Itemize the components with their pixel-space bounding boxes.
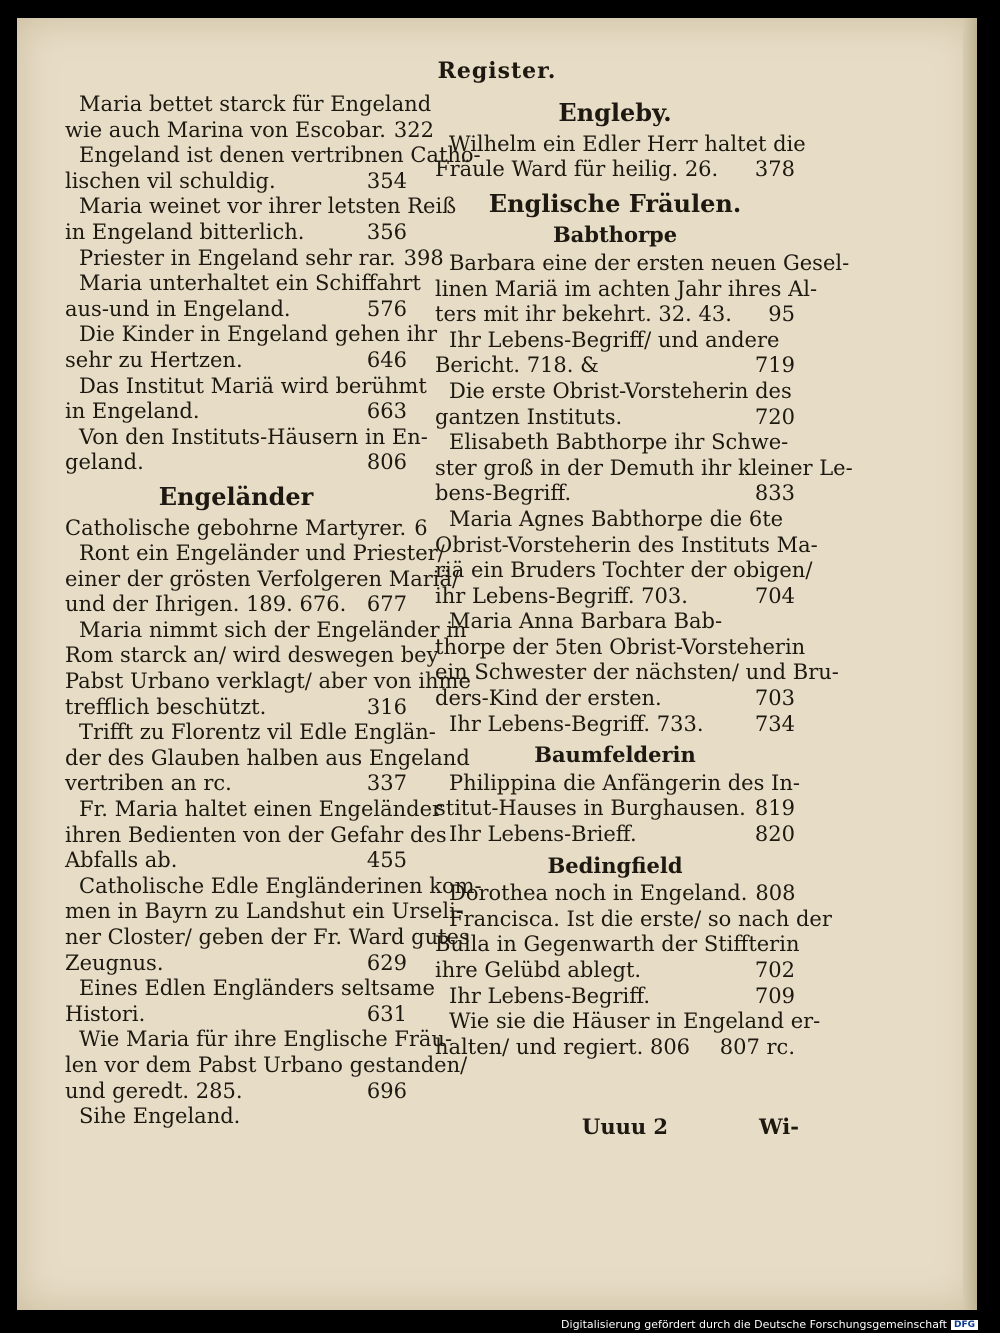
index-entry-line [435, 455, 853, 482]
entry-text: Maria bettet starck für Engeland [79, 92, 432, 116]
page-reference: 709 [754, 983, 795, 1008]
entry-text: Maria Anna Barbara Bab- [449, 609, 723, 634]
page-reference: 704 [754, 583, 795, 608]
page-reference [853, 456, 861, 482]
entry-text: Sihe Engeland. [79, 1104, 241, 1129]
index-entry-line [435, 932, 800, 958]
entry-text: Dorothea noch in Engeland. [449, 881, 748, 906]
index-entry-line [435, 770, 800, 797]
index-entry-line [435, 609, 795, 635]
entry-text: ihr Lebens-Begriff. 703. [435, 583, 688, 608]
page-reference [787, 328, 795, 354]
index-entry-line [65, 899, 463, 925]
page-reference: 337 [366, 771, 407, 796]
page-reference: 719 [754, 353, 795, 378]
page-reference: 702 [754, 958, 795, 982]
index-entry-line [435, 353, 795, 379]
subheading-baumfelderin: Baumfelderin [534, 742, 696, 768]
index-entry-line [435, 984, 795, 1010]
index-entry-line [65, 297, 407, 323]
left-column [65, 92, 482, 1130]
index-entry-line [65, 271, 421, 297]
index-entry-line [65, 1104, 407, 1130]
page-reference: 629 [366, 950, 407, 975]
index-entry-line [65, 245, 444, 272]
index-entry-line [435, 430, 795, 456]
page-reference: 322 [393, 117, 434, 142]
page-reference: 95 [768, 302, 795, 327]
index-entry-line [65, 1079, 407, 1105]
entry-text: vertriben an rc. [65, 771, 232, 796]
entry-text: Wie Maria für ihre Englische Fräu- [79, 1027, 453, 1052]
right-column [435, 92, 853, 1060]
page-reference: 455 [366, 848, 407, 873]
entry-text: wie auch Marina von Escobar. [65, 117, 386, 142]
index-entry-line [65, 925, 470, 951]
entry-text: Bericht. 718. & [435, 353, 599, 378]
entry-text: Maria weinet vor ihrer letsten Reiß [79, 194, 457, 219]
entry-text: aus-und in Engeland. [65, 296, 291, 321]
right-entries-1 [435, 131, 806, 183]
entry-text: Die erste Obrist-Vorsteherin des [449, 378, 792, 403]
page-reference [399, 1104, 407, 1130]
entry-text: Barbara eine der ersten neuen Gesel- [449, 250, 850, 275]
subheading-babthorpe: Babthorpe [552, 222, 678, 248]
page-reference [788, 430, 796, 456]
index-entry-line [435, 302, 795, 328]
page-reference [817, 277, 825, 303]
index-entry-line [65, 669, 471, 695]
index-entry-line [435, 660, 839, 686]
entry-text: Maria Agnes Babthorpe die 6te [449, 506, 784, 531]
index-entry-line [435, 1035, 795, 1061]
entry-text: Fräule Ward für heilig. 26. [435, 157, 719, 182]
entry-text: Catholische Edle Engländerinen kom- [79, 873, 482, 898]
index-entry-line [435, 250, 850, 277]
page-reference: 720 [754, 404, 795, 429]
dfg-logo: DFG [951, 1320, 978, 1330]
page-reference: 819 [754, 796, 795, 821]
page-reference [427, 374, 435, 400]
entry-text: der des Glauben halben aus Engeland [65, 745, 470, 770]
entry-text: Philippina die Anfängerin des In- [449, 770, 800, 795]
index-entry-line [435, 958, 795, 984]
entry-text: len vor dem Pabst Urbano gestanden/ [65, 1052, 468, 1077]
entry-text: ders-Kind der ersten. [435, 686, 662, 711]
index-entry-line [65, 92, 432, 118]
index-entry-line [65, 515, 428, 542]
page-reference: 820 [754, 822, 795, 847]
entry-text: ner Closter/ geben der Fr. Ward gutes [65, 925, 470, 949]
page-spine-edge [963, 18, 977, 1310]
entry-text: Trifft zu Florentz vil Edle Englän- [79, 720, 436, 745]
entry-text: Maria nimmt sich der Engeländer in [79, 617, 467, 642]
entry-text: Priester in Engeland sehr rar. [79, 245, 396, 270]
entry-text: Abfalls ab. [65, 848, 178, 873]
entry-text: einer der grösten Verfolgeren Mariä/ [65, 566, 460, 591]
entry-text: in Engeland. [65, 399, 200, 424]
page-reference: 808 [755, 881, 796, 906]
index-entry-line [65, 399, 407, 425]
entry-text: men in Bayrn zu Landshut ein Urseli- [65, 899, 463, 924]
page-reference: 696 [366, 1078, 407, 1103]
index-entry-line [65, 592, 407, 618]
index-entry-line [435, 379, 795, 405]
entry-text: Pabst Urbano verklagt/ aber von ihme [65, 669, 471, 694]
index-entry-line [435, 584, 795, 610]
entry-text: Das Institut Mariä wird berühmt [79, 373, 427, 398]
entry-text: ters mit ihr bekehrt. 32. 43. [435, 302, 732, 327]
page-reference [792, 379, 800, 405]
index-entry-line [65, 848, 407, 874]
entry-text: und geredt. 285. [65, 1078, 243, 1103]
index-entry-line [65, 745, 470, 772]
page-reference [805, 635, 813, 661]
page-reference [787, 507, 795, 533]
page-reference: 6 [414, 515, 428, 540]
entry-text: lischen vil schuldig. [65, 168, 276, 193]
page-reference: 646 [366, 347, 407, 372]
right-entries-3 [435, 770, 800, 848]
index-entry-line [65, 643, 439, 669]
page-reference [787, 609, 795, 635]
index-entry-line [435, 157, 795, 183]
index-entry-line [65, 951, 407, 977]
entry-text: Obrist-Vorsteherin des Instituts Ma- [435, 532, 818, 557]
index-entry-line [65, 1002, 407, 1028]
entry-text: gantzen Instituts. [435, 404, 623, 429]
entry-text: ster groß in der Demuth ihr kleiner Le- [435, 455, 853, 480]
entry-text: geland. [65, 450, 144, 475]
page-reference: 398 [403, 245, 444, 270]
page-reference: 631 [366, 1001, 407, 1026]
index-entry-line [65, 771, 407, 797]
index-entry-line [65, 873, 482, 900]
index-entry-line [65, 117, 434, 144]
index-entry-line [435, 276, 818, 303]
entry-text: ihren Bedienten von der Gefahr des [65, 822, 447, 847]
page-reference: 703 [754, 686, 795, 711]
index-entry-line [435, 822, 795, 848]
index-entry-line [435, 328, 795, 354]
entry-text: halten/ und regiert. 806 [435, 1034, 691, 1059]
entry-text: bens-Begriff. [435, 481, 572, 506]
entry-text: in Engeland bitterlich. [65, 219, 305, 244]
entry-text: sehr zu Hertzen. [65, 347, 243, 372]
entry-text: Francisca. Ist die erste/ so nach der [449, 906, 832, 931]
index-entry-line [435, 131, 806, 158]
right-entries-2 [435, 250, 853, 737]
index-entry-line [65, 1052, 468, 1079]
index-entry-line [65, 424, 428, 451]
index-entry-line [435, 906, 832, 933]
page-reference: 576 [366, 296, 407, 321]
page-reference [800, 771, 808, 797]
index-entry-line [65, 541, 445, 567]
index-entry-line [435, 558, 813, 584]
running-head: Register. [437, 58, 557, 84]
entry-text: Engeland ist denen vertribnen Catho- [79, 143, 481, 168]
index-entry-line [65, 1027, 453, 1053]
credit-text: Digitalisierung gefördert durch die Deutsche Forschungsgemeinschaft [561, 1318, 947, 1331]
index-entry-line [65, 617, 467, 644]
entry-text: Ihr Lebens-Begriff/ und andere [449, 327, 780, 352]
left-entries-2 [65, 515, 482, 1130]
digitization-credit [561, 1318, 978, 1331]
entry-text: Eines Edlen Engländers seltsame [79, 976, 435, 1001]
index-entry-line [65, 450, 407, 476]
page-reference [806, 132, 814, 158]
index-entry-line [435, 796, 795, 822]
entry-text: Ront ein Engeländer und Priester/ [79, 541, 445, 566]
index-entry-line [65, 797, 443, 823]
entry-text: Bulla in Gegenwarth der Stiffterin [435, 932, 800, 957]
entry-text: Ihr Lebens-Brieff. [449, 822, 637, 847]
entry-text: und der Ihrigen. 189. 676. [65, 592, 347, 617]
page-reference [818, 533, 826, 559]
index-entry-line [65, 143, 481, 169]
page-reference: 833 [754, 481, 795, 506]
page-reference: 354 [366, 168, 407, 193]
page-reference [820, 1009, 828, 1035]
heading-engleby: Engleby. [558, 98, 672, 127]
index-entry-line [435, 686, 795, 712]
entry-text: Ihr Lebens-Begriff. [449, 983, 651, 1008]
entry-text: linen Mariä im achten Jahr ihres Al- [435, 276, 818, 301]
index-entry-line [65, 720, 436, 746]
right-entries-4 [435, 881, 832, 1060]
page-reference [839, 660, 847, 686]
index-entry-line [65, 373, 427, 400]
entry-text: Zeugnus. [65, 950, 164, 975]
page-reference [832, 907, 840, 933]
entry-text: Elisabeth Babthorpe ihr Schwe- [449, 430, 789, 455]
catchword: Wi- [759, 1114, 799, 1139]
index-entry-line [65, 194, 457, 220]
page-reference: 734 [754, 711, 795, 736]
entry-text: Maria unterhaltet ein Schiffahrt [79, 271, 421, 296]
heading-englische-fraeulen: Englische Fräulen. [488, 188, 742, 218]
index-entry-line [65, 976, 435, 1002]
book-page [17, 18, 977, 1310]
page-reference: 378 [754, 157, 795, 182]
entry-text: ein Schwester der nächsten/ und Bru- [435, 660, 839, 685]
entry-text: thorpe der 5ten Obrist-Vorsteherin [435, 634, 806, 659]
index-entry-line [65, 322, 437, 348]
entry-text: Wilhelm ein Edler Herr haltet die [449, 131, 806, 156]
signature-mark: Uuuu 2 [582, 1114, 669, 1139]
entry-text: Wie sie die Häuser in Engeland er- [449, 1009, 821, 1034]
subheading-bedingfield: Bedingfield [547, 852, 683, 878]
heading-englaender: Engeländer [158, 481, 314, 511]
index-entry-line [65, 169, 407, 195]
page-reference: 356 [366, 219, 407, 244]
index-entry-line [435, 507, 795, 533]
index-entry-line [65, 348, 407, 374]
index-entry-line [435, 881, 795, 907]
index-entry-line [435, 405, 795, 431]
page-reference [799, 932, 807, 958]
entry-text: riä ein Bruders Tochter der obigen/ [435, 558, 813, 583]
index-entry-line [65, 220, 407, 246]
page-reference: 677 [366, 592, 407, 617]
entry-text: Histori. [65, 1001, 146, 1026]
left-entries-1 [65, 92, 481, 476]
page-reference: 806 [366, 450, 407, 475]
index-entry-line [65, 695, 407, 721]
entry-text: Rom starck an/ wird deswegen bey [65, 643, 439, 668]
index-entry-line [435, 1009, 821, 1035]
page-reference [812, 558, 820, 584]
page-reference: 316 [366, 694, 407, 719]
entry-text: stitut-Hauses in Burghausen. [435, 796, 746, 821]
entry-text: trefflich beschützt. [65, 694, 267, 719]
entry-text: Fr. Maria haltet einen Engeländer [79, 797, 443, 822]
page-reference: 663 [366, 399, 407, 424]
entry-text: ihre Gelübd ablegt. [435, 958, 642, 982]
entry-text: Ihr Lebens-Begriff. 733. [449, 711, 704, 736]
index-entry-line [435, 532, 818, 559]
page-reference: 807 rc. [719, 1034, 795, 1059]
entry-text: Die Kinder in Engeland gehen ihr [79, 322, 437, 347]
index-entry-line [65, 566, 460, 593]
page-reference [849, 251, 857, 277]
entry-text: Von den Instituts-Häusern in En- [79, 424, 428, 449]
index-entry-line [65, 822, 447, 849]
page-reference [421, 271, 429, 297]
index-entry-line [435, 634, 806, 661]
index-entry-line [435, 481, 795, 507]
entry-text: Catholische gebohrne Martyrer. [65, 515, 407, 540]
index-entry-line [435, 712, 795, 738]
